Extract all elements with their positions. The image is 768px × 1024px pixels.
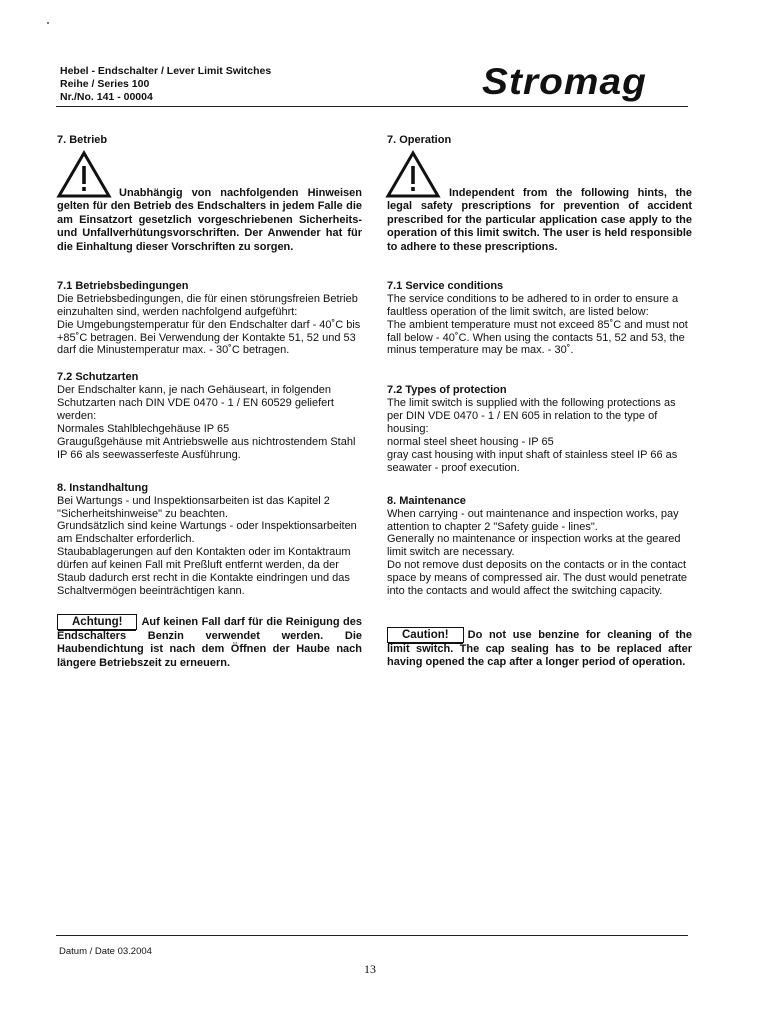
paragraph: normal steel sheet housing - IP 65 (387, 436, 554, 448)
warning-paragraph: Independent from the following hints, the legal safety prescriptions for prevention of accident prescribed for the particular application case apply to the operation of this limit switch. The user is held responsible to adhere to these prescriptions. (387, 186, 692, 253)
header-number: Nr./No. 141 - 00004 (60, 91, 153, 103)
document-header (60, 65, 271, 104)
caution-note (57, 614, 362, 670)
section-title-maintenance: 8. Instandhaltung (57, 481, 149, 494)
english-column (387, 134, 692, 670)
paragraph: Der Endschalter kann, je nach Gehäuseart, in folgenden Schutzarten nach DIN VDE 0470 - 1 / EN 60529 geliefert werden: (57, 384, 334, 423)
paragraph: Die Umgebungstemperatur für den Endschalter darf - 40˚C bis +85˚C betragen. Bei Verwendung der Kontakte 51, 52 und 53 darf die Minustemperatur max. - 30˚C betragen. (57, 318, 361, 357)
german-column (57, 134, 362, 670)
section-title-service-conditions: 7.1 Betriebsbedingungen (57, 279, 189, 292)
section-title-service-conditions: 7.1 Service conditions (387, 279, 504, 292)
section-title-protection: 7.2 Schutzarten (57, 371, 139, 384)
footer-date: Datum / Date 03.2004 (59, 946, 152, 957)
footer-divider (56, 935, 688, 936)
caution-label-box: Achtung! (57, 614, 137, 630)
caution-note (387, 627, 692, 670)
paragraph: Do not remove dust deposits on the contacts or in the contact space by means of compressed air. The dust would penetrate into the contacts and would affect the switching capacity. (387, 559, 688, 598)
caution-label-box: Caution! (387, 627, 464, 643)
caution-text: Do not use benzine for cleaning of the limit switch. The cap sealing has to be replaced after having opened the cap after a longer period of operation. (387, 628, 692, 669)
paragraph: Graugußgehäuse mit Antriebswelle aus nichtrostendem Stahl IP 66 als seewasserfeste Ausführung. (57, 435, 356, 461)
section-title-operation: 7. Betrieb (57, 134, 108, 146)
paragraph: gray cast housing with input shaft of stainless steel IP 66 as seawater - proof execution. (387, 448, 678, 474)
page-number: 13 (364, 962, 376, 976)
section-title-operation: 7. Operation (387, 134, 452, 146)
paragraph: The ambient temperature must not exceed 85˚C and must not fall below - 40˚C. When using the contacts 51, 52 and 53, the minus temperature may be max. - 30˚. (387, 318, 688, 357)
header-divider (56, 106, 688, 107)
paragraph: Generally no maintenance or inspection works at the geared limit switch are necessary. (387, 533, 681, 559)
section-title-maintenance: 8. Maintenance (387, 494, 466, 507)
paragraph: When carrying - out maintenance and inspection works, pay attention to chapter 2 "Safety guide - lines". (387, 507, 679, 533)
paragraph: The service conditions to be adhered to in order to ensure a faultless operation of the limit switch, are listed below: (387, 292, 679, 318)
brand-logo: Stromag (482, 61, 647, 102)
header-product: Hebel - Endschalter / Lever Limit Switches (60, 65, 272, 77)
paragraph: Staubablagerungen auf den Kontakten oder im Kontaktraum dürfen auf keinen Fall mit Preßluft entfernt werden, da der Staub dadurch erst recht in die Kontakte eindringen und das Schaltvermögen beeinträchtigen kann. (57, 546, 351, 597)
warning-paragraph: Unabhängig von nachfolgenden Hinweisen gelten für den Betrieb des Endschalters in jedem Falle die am Einsatzort gesetzlich vorgeschriebenen Sicherheits- und Unfallverhütungsvorschriften. Der Anwender hat für die Einhaltung dieser Vorschriften zu sorgen. (57, 186, 362, 253)
scan-speck (47, 22, 49, 24)
caution-text: Auf keinen Fall darf für die Reinigung des Endschalters Benzin verwendet werden. Die Haubendichtung ist nach dem Öffnen der Haube nach längere Betriebszeit zu erneuern. (57, 615, 362, 669)
section-title-protection: 7.2 Types of protection (387, 384, 507, 397)
paragraph: Die Betriebsbedingungen, die für einen störungsfreien Betrieb einzuhalten sind, werden nachfolgend aufgeführt: (57, 292, 358, 318)
header-series: Reihe / Series 100 (60, 78, 150, 90)
paragraph: Bei Wartungs - und Inspektionsarbeiten ist das Kapitel 2 "Sicherheitshinweise" zu beachten. (57, 494, 330, 520)
paragraph: Normales Stahlblechgehäuse IP 65 (57, 423, 230, 435)
paragraph: The limit switch is supplied with the following protections as per DIN VDE 0470 - 1 / EN 605 in relation to the type of housing: (387, 397, 676, 436)
paragraph: Grundsätzlich sind keine Wartungs - oder Inspektionsarbeiten am Endschalter erforderlich. (57, 520, 357, 546)
